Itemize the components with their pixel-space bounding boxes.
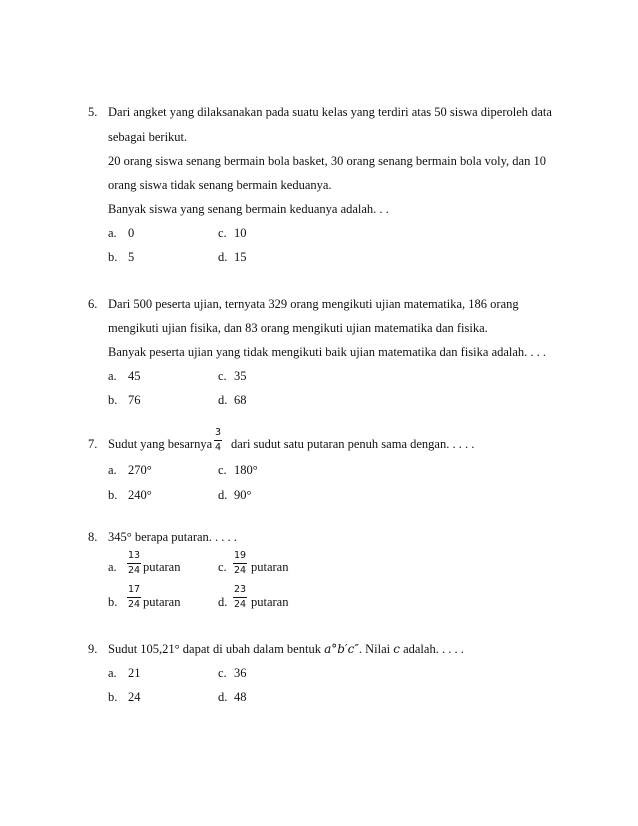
question-number: 7. <box>88 437 98 451</box>
option-value: 68 <box>234 393 247 407</box>
option-label: a. <box>108 463 117 477</box>
fraction-numerator: 19 <box>233 551 247 564</box>
option-label: b. <box>108 250 118 264</box>
fraction-numerator: 17 <box>127 585 141 598</box>
question-number: 9. <box>88 642 98 656</box>
option-value: 35 <box>234 369 247 383</box>
option-value: 10 <box>234 226 247 240</box>
question-number: 5. <box>88 105 98 119</box>
option-value: 48 <box>234 690 247 704</box>
option-label: c. <box>218 463 227 477</box>
fraction-denominator: 24 <box>128 598 141 610</box>
question-text-suffix: dari sudut satu putaran penuh sama dengan. . . . . <box>231 437 475 451</box>
option-label: d. <box>218 250 228 264</box>
option-value: 15 <box>234 250 247 264</box>
question-number: 8. <box>88 530 98 544</box>
question-line: Dari angket yang dilaksanakan pada suatu kelas yang terdiri atas 50 siswa diperoleh data <box>108 105 552 119</box>
option-value: 270° <box>128 463 152 477</box>
option-label: a. <box>108 560 117 574</box>
question-line: mengikuti ujian fisika, dan 83 orang mengikuti ujian matematika dan fisika. <box>108 321 488 335</box>
option-value: 45 <box>128 369 141 383</box>
question-text-mid: . Nilai <box>358 642 391 656</box>
question-line: 20 orang siswa senang bermain bola basket, 30 orang senang bermain bola voly, dan 10 <box>108 154 546 168</box>
option-value: 5 <box>128 250 135 264</box>
dms-expression: a°b′c″ <box>324 642 359 656</box>
option-unit: putaran <box>251 595 289 609</box>
fraction <box>127 585 141 609</box>
question-line: Banyak siswa yang senang bermain keduanya adalah. . . <box>108 202 389 216</box>
fraction-numerator: 23 <box>233 585 247 598</box>
question-text-prefix: Sudut 105,21° dapat di ubah dalam bentuk <box>108 642 321 656</box>
option-value: 0 <box>128 226 135 240</box>
option-value: 24 <box>128 690 141 704</box>
fraction <box>127 551 141 575</box>
fraction <box>214 428 222 452</box>
option-label: a. <box>108 226 117 240</box>
question-text-prefix: Sudut yang besarnya <box>108 437 213 451</box>
question-text-suffix: adalah. . . . . <box>403 642 464 656</box>
option-label: d. <box>218 488 228 502</box>
option-label: c. <box>218 226 227 240</box>
option-label: b. <box>108 393 118 407</box>
question-line <box>108 642 464 657</box>
option-unit: putaran <box>143 560 181 574</box>
option-label: c. <box>218 369 227 383</box>
fraction-denominator: 24 <box>234 598 247 610</box>
question-line: Banyak peserta ujian yang tidak mengikuti baik ujian matematika dan fisika adalah. . . . <box>108 345 547 359</box>
option-label: a. <box>108 369 117 383</box>
option-value: 240° <box>128 488 152 502</box>
fraction-denominator: 4 <box>215 441 222 453</box>
fraction <box>233 585 247 609</box>
option-unit: putaran <box>143 595 181 609</box>
fraction-denominator: 24 <box>234 564 247 576</box>
option-label: d. <box>218 393 228 407</box>
option-value: 36 <box>234 666 247 680</box>
question-line: sebagai berikut. <box>108 130 188 144</box>
option-label: b. <box>108 690 118 704</box>
option-label: d. <box>218 690 228 704</box>
option-label: c. <box>218 560 227 574</box>
option-label: a. <box>108 666 117 680</box>
question-number: 6. <box>88 297 98 311</box>
option-value: 180° <box>234 463 258 477</box>
question-text: 345° berapa putaran. . . . . <box>108 530 237 544</box>
option-value: 21 <box>128 666 141 680</box>
option-value: 76 <box>128 393 141 407</box>
fraction-numerator: 3 <box>214 428 222 441</box>
option-label: c. <box>218 666 227 680</box>
option-label: d. <box>218 595 228 609</box>
question-line: orang siswa tidak senang bermain keduanya. <box>108 178 332 192</box>
fraction-denominator: 24 <box>128 564 141 576</box>
option-label: b. <box>108 488 118 502</box>
option-value: 90° <box>234 488 252 502</box>
fraction <box>233 551 247 575</box>
variable: c <box>393 642 400 656</box>
question-line: Dari 500 peserta ujian, ternyata 329 orang mengikuti ujian matematika, 186 orang <box>108 297 519 311</box>
option-label: b. <box>108 595 118 609</box>
option-unit: putaran <box>251 560 289 574</box>
fraction-numerator: 13 <box>127 551 141 564</box>
